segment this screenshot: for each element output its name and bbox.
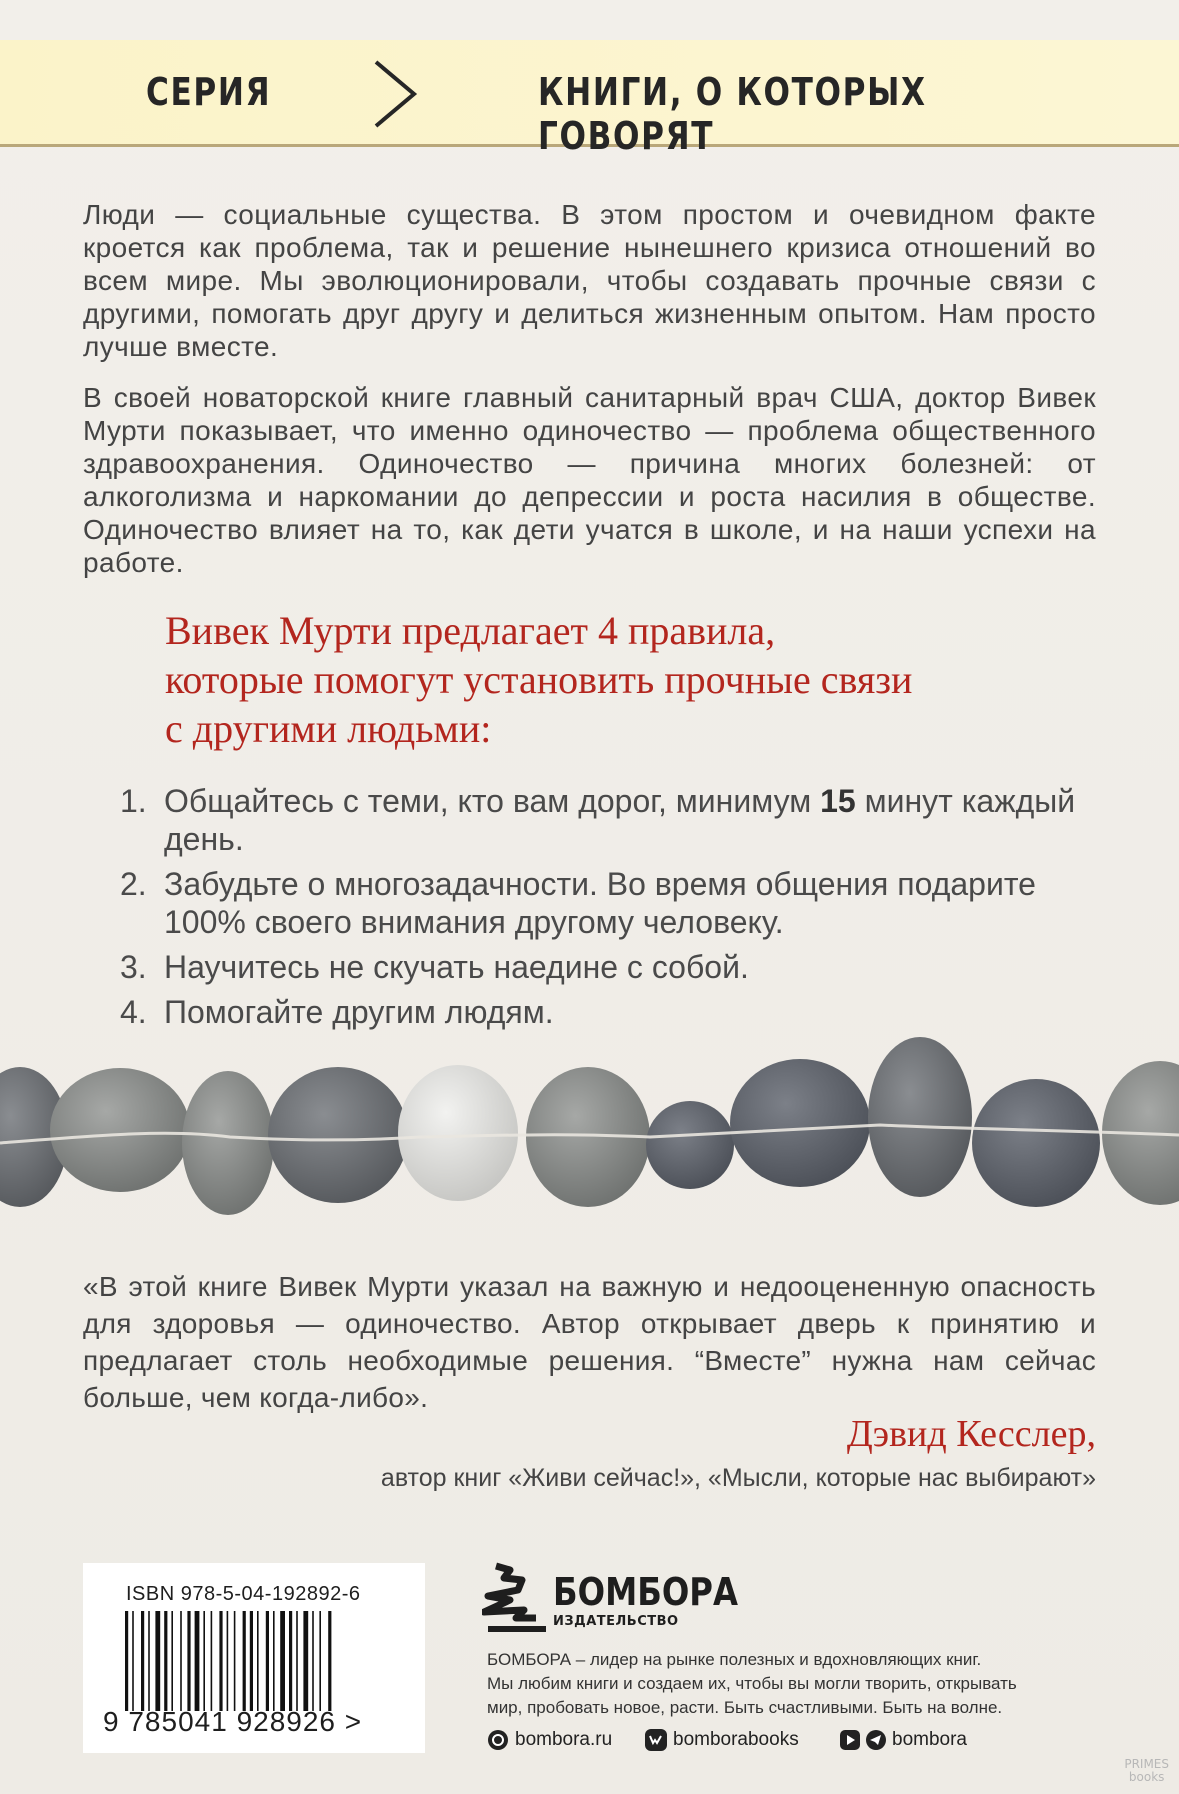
globe-icon: [487, 1729, 509, 1751]
watermark: [1124, 1758, 1169, 1784]
rule-text: Помогайте другим людям.: [164, 994, 554, 1030]
publisher-name: БОМБОРА: [553, 1570, 738, 1614]
barcode-bar: [195, 1611, 200, 1711]
publisher-subtitle: ИЗДАТЕЛЬСТВО: [553, 1614, 679, 1629]
rule-number: 3.: [120, 949, 147, 985]
barcode-bar: [171, 1611, 173, 1711]
telegram-icon: [866, 1730, 886, 1750]
video-icon: [840, 1730, 860, 1750]
social-site-link[interactable]: [487, 1729, 612, 1751]
callout-line-2: которые помогут установить прочные связи: [165, 657, 913, 702]
barcode-bar: [280, 1611, 285, 1711]
barcode-bar: [219, 1611, 222, 1711]
barcode-bar: [148, 1611, 150, 1711]
callout-line-3: с другими людьми:: [165, 706, 492, 751]
barcode-image: [125, 1611, 385, 1711]
barcode-bar: [125, 1611, 128, 1711]
rule-text-bold: 15: [820, 783, 856, 819]
pebbles-illustration: [0, 1025, 1179, 1235]
rule-text-end: минут каждый день.: [164, 783, 1076, 857]
pebble: [50, 1068, 190, 1192]
bombora-logo-icon: [482, 1560, 552, 1636]
publisher-desc-line: БОМБОРА – лидер на рынке полезных и вдохновляющих книг.: [487, 1650, 982, 1669]
publisher-description: [487, 1648, 1107, 1720]
barcode-bar: [155, 1611, 160, 1711]
barcode-bar: [203, 1611, 205, 1711]
review-quote: «В этой книге Вивек Мурти указал на важную и недооцененную опасность для здоровья — одиночество. Автор открывает дверь к принятию и предлагает столь необходимые решения. “Вместе” нужна нам сейчас больше, чем когда-либо».: [83, 1271, 1096, 1413]
publisher-desc-line: Мы любим книги и создаем их, чтобы вы могли творить, открывать: [487, 1674, 1017, 1693]
vk-label: bomborabooks: [673, 1729, 799, 1750]
watermark-line: PRIMES: [1124, 1757, 1169, 1771]
site-label: bombora.ru: [515, 1729, 613, 1750]
pebble: [398, 1065, 518, 1201]
intro-paragraph-1: Люди — социальные существа. В этом простом и очевидном факте кроется как проблема, так и решение нынешнего кризиса отношений во всем мире. Мы эволюционировали, чтобы создавать прочные связи с другими, помогать друг другу и делиться жизненным опытом. Нам просто лучше вместе.: [83, 199, 1096, 362]
rule-item: [120, 948, 1080, 986]
barcode-bar: [289, 1611, 292, 1711]
rule-text: Научитесь не скучать наедине с собой.: [164, 949, 749, 985]
vk-icon: [645, 1729, 667, 1751]
rule-number: 1.: [120, 783, 147, 819]
quote-author: Дэвид Кесслер,: [846, 1413, 1096, 1455]
social-telegram-link[interactable]: [840, 1729, 967, 1751]
barcode-bar: [250, 1611, 253, 1711]
rules-list: [120, 782, 1080, 1038]
barcode-bar: [243, 1611, 246, 1711]
callout-line-1: Вивек Мурти предлагает 4 правила,: [165, 608, 776, 653]
quote-author-books: автор книг «Живи сейчас!», «Мысли, которые нас выбирают»: [380, 1464, 1096, 1492]
barcode-bar: [132, 1611, 134, 1711]
barcode-bar: [180, 1611, 182, 1711]
barcode-bar: [211, 1611, 213, 1711]
series-title: КНИГИ, О КОТОРЫХ ГОВОРЯТ: [538, 70, 927, 158]
barcode-bar: [328, 1611, 331, 1711]
chevron-right-icon: [372, 58, 418, 130]
barcode-bar: [187, 1611, 190, 1711]
pebble: [730, 1059, 870, 1187]
barcode-bar: [266, 1611, 269, 1711]
barcode-bar: [164, 1611, 167, 1711]
barcode-bar: [234, 1611, 236, 1711]
pebble: [972, 1079, 1100, 1207]
series-banner: [0, 40, 1179, 158]
publisher-desc-line: мир, пробовать новое, расти. Быть счастливыми. Быть на волне.: [487, 1698, 1003, 1717]
telegram-label: bombora: [892, 1729, 967, 1750]
barcode-block: [83, 1563, 425, 1753]
barcode-bar: [273, 1611, 275, 1711]
rule-text: Забудьте о многозадачности. Во время общения подарите 100% своего внимания другому человеку.: [164, 866, 1036, 940]
pebble: [182, 1071, 274, 1215]
pebble: [268, 1067, 408, 1203]
barcode-bar: [227, 1611, 229, 1711]
rule-text-start: Общайтесь с теми, кто вам дорог, минимум: [164, 783, 821, 819]
rule-number: 2.: [120, 866, 147, 902]
watermark-line: books: [1128, 1770, 1165, 1784]
barcode-bar: [312, 1611, 314, 1711]
barcode-bar: [319, 1611, 321, 1711]
rule-item: [120, 782, 1080, 858]
barcode-bar: [257, 1611, 259, 1711]
rule-item: [120, 865, 1080, 941]
intro-paragraph-2: В своей новаторской книге главный санитарный врач США, доктор Вивек Мурти показывает, что именно одиночество — проблема общественного здравоохранения. Одиночество — причина многих болезней: от алкоголизма и наркомании до депрессии и роста насилия в обществе. Одиночество влияет на то, как дети учатся в школе, и на наши успехи на работе.: [83, 382, 1096, 578]
barcode-bar: [141, 1611, 144, 1711]
barcode-bar: [303, 1611, 308, 1711]
series-label: СЕРИЯ: [146, 70, 272, 114]
pebble: [868, 1037, 972, 1197]
pebble: [646, 1101, 734, 1189]
rules-callout: [165, 606, 1085, 753]
rule-number: 4.: [120, 994, 147, 1030]
isbn-text: ISBN 978-5-04-192892-6: [126, 1583, 361, 1605]
social-vk-link[interactable]: [645, 1729, 799, 1751]
barcode-bar: [296, 1611, 298, 1711]
barcode-digits: 9 785041 928926 >: [103, 1706, 363, 1737]
